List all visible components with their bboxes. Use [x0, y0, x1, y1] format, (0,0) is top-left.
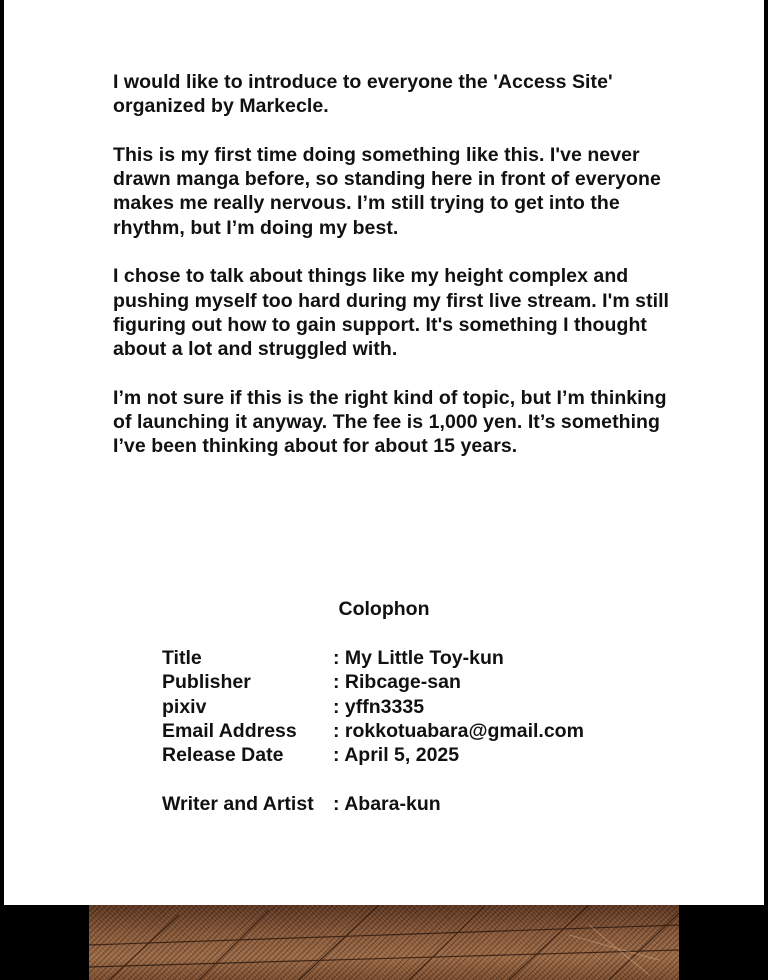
colophon-label: Email Address [162, 719, 297, 742]
colophon-value: : rokkotuabara@gmail.com [333, 719, 584, 743]
colophon-label: Writer and Artist [162, 792, 314, 815]
wood-floor-lines [89, 905, 679, 980]
colophon-label: pixiv [162, 695, 207, 718]
colophon-row-release-date [162, 743, 584, 767]
colophon-value: : yffn3335 [333, 695, 424, 719]
colophon-label: Release Date [162, 744, 284, 767]
colophon-row-title [162, 646, 584, 670]
colophon-heading: Colophon [338, 598, 430, 620]
intro-paragraph: I’m not sure if this is the right kind of topic, but I’m thinking of launching it anyway. The fee is 1,000 yen. It’s something I’ve been thinking about for about 15 years. [113, 386, 667, 458]
colophon-value: : My Little Toy-kun [333, 646, 504, 670]
colophon-value: : Abara-kun [333, 792, 441, 816]
colophon-value: : Ribcage-san [333, 670, 461, 694]
intro-paragraph: I chose to talk about things like my height complex and pushing myself too hard during my first live stream. I'm still figuring out how to gain support. It's something I thought about a lot and struggled with. [113, 265, 670, 361]
colophon-label: Title [162, 647, 202, 669]
colophon-value: : April 5, 2025 [333, 743, 459, 767]
intro-paragraph: This is my first time doing something like this. I've never drawn manga before, so standing here in front of everyone makes me really nervous. I’m still trying to get into the rhythm, but I’m doing my best. [113, 143, 661, 239]
colophon-table [162, 646, 584, 816]
colophon-row-publisher [162, 670, 584, 694]
colophon-label: Publisher [162, 671, 251, 694]
intro-paragraph: I would like to introduce to everyone the 'Access Site' organized by Markecle. [113, 71, 613, 118]
colophon-row-pixiv [162, 695, 584, 719]
colophon-row-email [162, 719, 584, 743]
next-page-manga-panel [89, 905, 679, 980]
intro-text [113, 70, 673, 483]
colophon-row-writer-artist [162, 792, 584, 816]
